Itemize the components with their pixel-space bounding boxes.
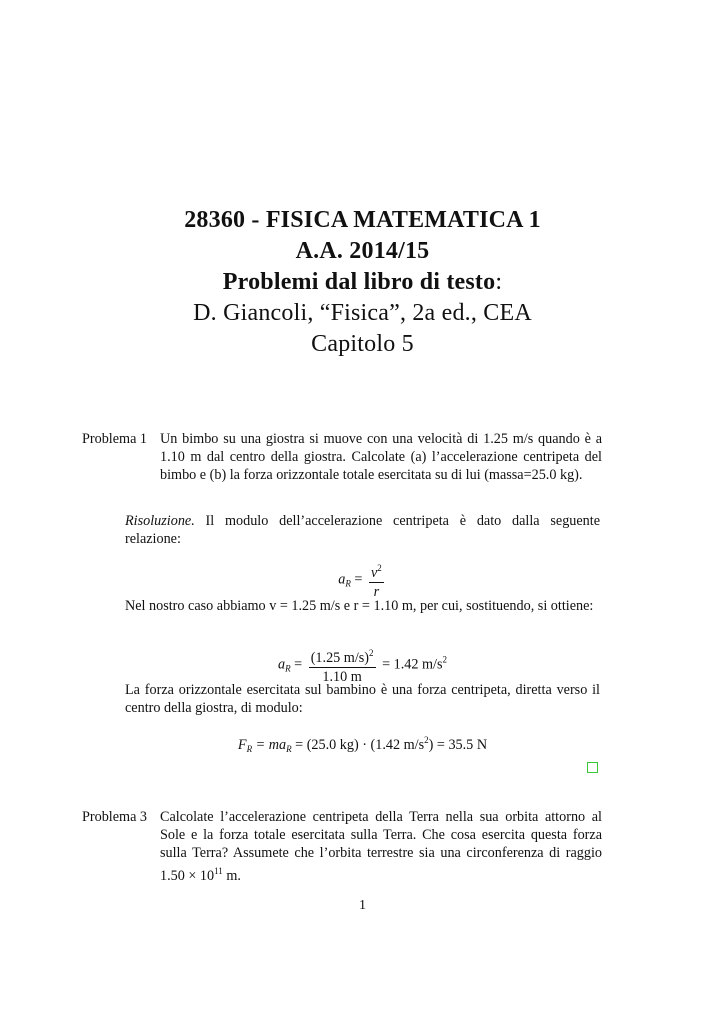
eq2-denominator: 1.10 m [322,669,362,685]
problem-1-solution-intro [125,512,600,548]
eq1-lhs: a [338,571,346,588]
eq1-numerator: v [370,565,378,581]
eq1-fraction [369,559,384,601]
problem-3-body: Calcolate l’accelerazione centripeta della Terra nella sua orbita attorno al Sole e la forza totale esercitata sulla Terra. Che cosa esercita questa forza sulla Terra? Assumete che l’orbita terrestre sia una circonferenza di raggio 1.50 × 10 [160,809,602,884]
eq3-part1: = m [252,737,279,753]
equation-centripetal-formula [0,559,725,601]
eq3-part3: = (25.0 kg) · (1.42 m/s [291,737,425,753]
eq3-part3-exp: 2 [424,735,429,745]
section-heading-colon: : [495,269,503,295]
problem-3-exponent: 11 [214,866,223,876]
eq3-part4: ) = 35.5 N [428,737,488,753]
eq3-lhs-sub: R [246,744,253,754]
qed-box-icon [587,762,598,773]
problem-3-label: Problema 3 [82,809,148,825]
substitution-text: Nel nostro caso abbiamo v = 1.25 m/s e r = 1.10 m, per cui, sostituendo, si ottiene: [125,598,594,614]
problem-1-force-text [125,681,600,717]
eq3-part2-sub: R [286,744,292,754]
solution-label: Risoluzione. [125,513,195,529]
problem-1-label: Problema 1 [82,431,148,447]
eq1-equals: = [354,571,363,588]
section-heading-text: Problemi dal libro di testo [222,269,496,295]
book-reference: D. Giancoli, “Fisica”, 2a ed., CEA [193,300,532,326]
page-number: 1 [359,898,366,913]
problem-1-substitution-text [125,597,600,615]
force-text: La forza orizzontale esercitata sul bambino è una forza centripeta, diretta verso il centro della giostra, di modulo: [125,682,600,716]
eq3-lhs: F [237,737,247,753]
eq3-part2: a [279,737,287,753]
academic-year: A.A. 2014/15 [295,238,430,264]
problem-3-text [160,808,602,885]
equation-centripetal-value [0,644,725,686]
eq2-numerator-exp: 2 [369,648,374,658]
eq2-result-exp: 2 [442,654,447,665]
solution-intro-text: Il modulo dell’accelerazione centripeta è dato dalla seguente relazione: [125,513,601,547]
course-title: 28360 - FISICA MATEMATICA 1 [184,207,541,233]
equation-force [0,735,725,754]
eq2-lhs: a [278,656,286,673]
problem-1-text: Un bimbo su una giostra si muove con una velocità di 1.25 m/s quando è a 1.10 m dal centro della giostra. Calcolate (a) l’accelerazione centripeta del bimbo e (b) la forza orizzontale totale esercitata su di lui (massa=25.0 kg). [160,431,602,483]
eq2-numerator: (1.25 m/s) [310,650,370,666]
problem-3-tail: m. [222,868,241,884]
document-title [0,205,725,360]
eq2-lhs-sub: R [285,663,291,674]
eq2-result: = 1.42 m/s [382,656,443,673]
eq1-lhs-sub: R [345,578,351,589]
problem-3 [82,808,602,885]
eq2-equals: = [294,656,303,673]
eq1-numerator-exp: 2 [377,563,382,573]
chapter-title: Capitolo 5 [311,331,414,357]
section-heading [0,267,725,298]
eq1-denominator: r [373,584,380,600]
problem-1 [82,430,602,484]
eq2-fraction [309,644,376,686]
